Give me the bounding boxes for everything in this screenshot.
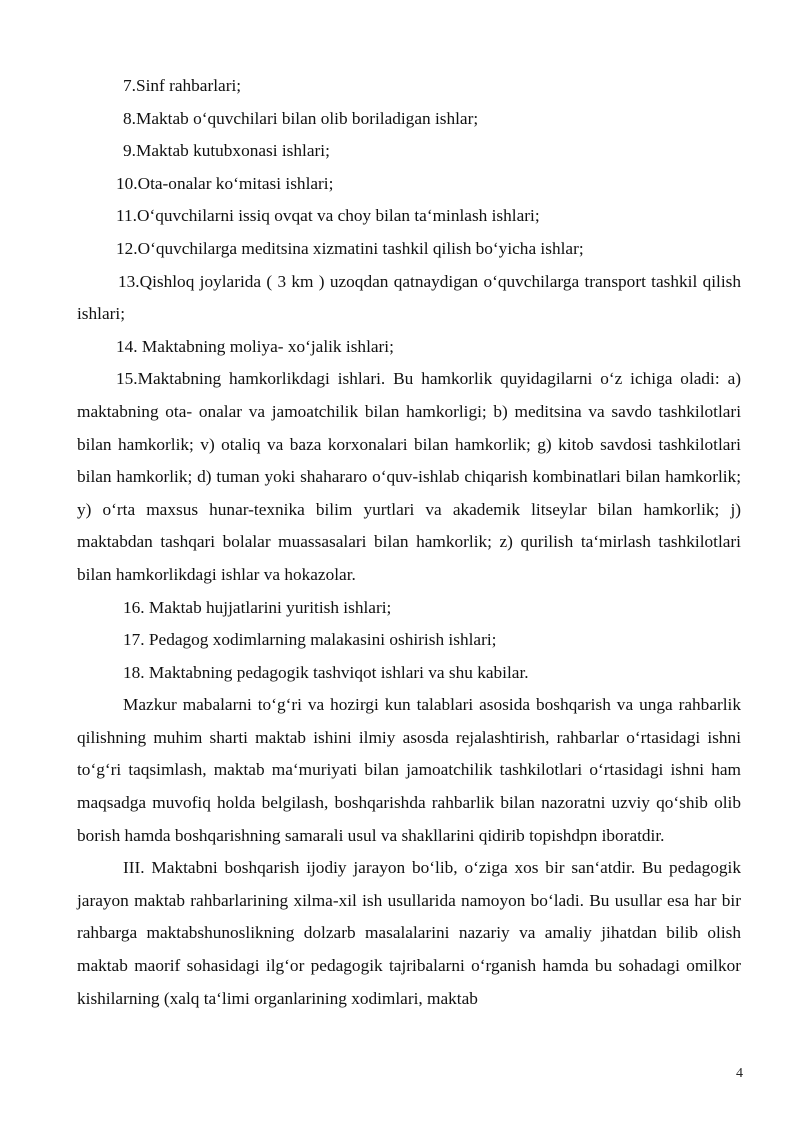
page-number: 4 — [736, 1066, 743, 1081]
paragraph-mazkur: Mazkur mabalarni to‘g‘ri va hozirgi kun talablari asosida boshqarish va unga rahbarlik qilishning muhim sharti maktab ishini ilmiy asosda rejalashtirish, rahbarlar o‘rtasidagi ishni to‘g‘ri taqsimlash, maktab ma‘muriyati bilan jamoatchilik tashkilotlari o‘rtasidagi ishni ham maqsadga muvofiq holda belgilash, boshqarishda rahbarlik bilan nazoratni uzviy qo‘shib olib borish hamda boshqarishning samarali usul va shakllarini qidirib topishdpn iboratdir. — [77, 695, 741, 845]
list-item-10: 10.Ota-onalar ko‘mitasi ishlari; — [116, 173, 334, 193]
list-item-7: 7.Sinf rahbarlari; — [123, 76, 242, 95]
list-item-13: 13.Qishloq joylarida ( 3 km ) uzoqdan qatnaydigan o‘quvchilarga transport tashkil qilish ishlari; — [77, 271, 741, 324]
list-item-17: 17. Pedagog xodimlarning malakasini oshirish ishlari; — [123, 630, 497, 650]
list-item-15: 15.Maktabning hamkorlikdagi ishlari. Bu hamkorlik quyidagilarni o‘z ichiga oladi: a) maktabning ota- onalar va jamoatchilik bilan hamkorligi; b) meditsina va savdo tashkilotlari bilan hamkorlik; v) otaliq va baza korxonalari bilan hamkorlik; g) kitob savdosi tashkilotlari bilan hamkorlik; d) tuman yoki shahararo o‘quv-ishlab chiqarish kombinatlari bilan hamkorlik; y) o‘rta maxsus hunar-texnika bilim yurtlari va akademik litseylar bilan hamkorlik; j) maktabdan tashqari bolalar muassasalari bilan hamkorlik; z) qurilish ta‘mirlash tashkilotlari bilan hamkorlikdagi ishlar va hokazolar. — [77, 369, 741, 584]
page-content — [77, 70, 741, 1015]
list-item-9: 9.Maktab kutubxonasi ishlari; — [123, 141, 330, 161]
list-item-18: 18. Maktabning pedagogik tashviqot ishlari va shu kabilar. — [123, 662, 529, 682]
list-item-8: 8.Maktab o‘quvchilari bilan olib boriladigan ishlar; — [123, 108, 479, 128]
list-item-12: 12.O‘quvchilarga meditsina xizmatini tashkil qilish bo‘yicha ishlar; — [116, 238, 584, 258]
paragraph-section-3: III. Maktabni boshqarish ijodiy jarayon bo‘lib, o‘ziga xos bir san‘atdir. Bu pedagogik jarayon maktab rahbarlarining xilma-xil ish usullarida namoyon bo‘ladi. Bu usullar esa har bir rahbarga maktabshunoslikning dolzarb masalalarini nazariy va amaliy jihatdan bilib olish maktab maorif sohasidagi ilg‘or pedagogik tajribalarni o‘rganish hamda bu sohadagi omilkor kishilarning (xalq ta‘limi organlarining xodimlari, maktab — [77, 858, 741, 1008]
list-item-11: 11.O‘quvchilarni issiq ovqat va choy bilan ta‘minlash ishlari; — [116, 206, 540, 226]
list-item-16: 16. Maktab hujjatlarini yuritish ishlari; — [123, 597, 392, 617]
list-item-14: 14. Maktabning moliya- xo‘jalik ishlari; — [116, 336, 394, 356]
